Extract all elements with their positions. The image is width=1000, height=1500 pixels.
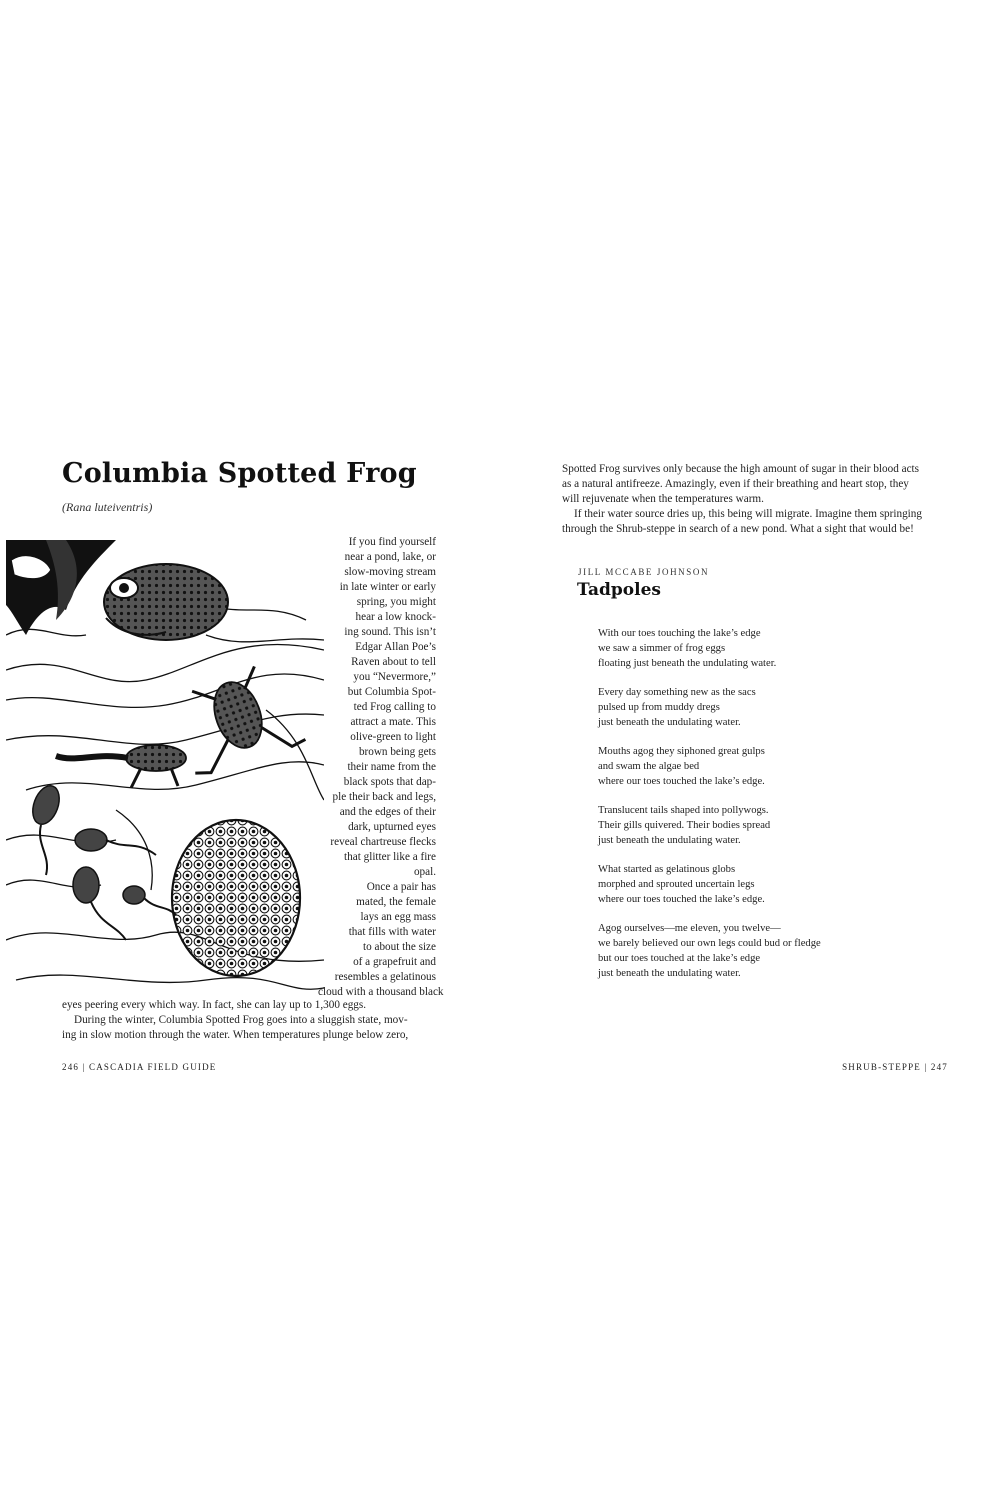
article-continued-text xyxy=(562,462,947,537)
text-line: in late winter or early xyxy=(339,581,436,593)
text-line: near a pond, lake, or xyxy=(344,551,436,563)
poem-body xyxy=(598,626,938,995)
text-line: ing in slow motion through the water. When temperatures plunge below zero, xyxy=(62,1029,409,1041)
text-line: mated, the female xyxy=(356,896,436,908)
text-line: Spotted Frog survives only because the high amount of sugar in their blood acts xyxy=(562,463,920,475)
poem-line: and swam the algae bed xyxy=(598,761,700,772)
frog-pond-illustration xyxy=(6,540,324,998)
text-line: hear a low knock- xyxy=(355,611,436,623)
poem-line: pulsed up from muddy dregs xyxy=(598,702,720,713)
poem-stanza xyxy=(598,803,938,848)
text-line: dark, upturned eyes xyxy=(348,821,436,833)
poem-line: What started as gelatinous globs xyxy=(598,864,736,875)
article-column-text xyxy=(318,535,444,1000)
text-line: their name from the xyxy=(347,761,436,773)
poem-author: JILL MCCABE JOHNSON xyxy=(578,567,710,577)
text-line: If their water source dries up, this being will migrate. Imagine them springing xyxy=(574,508,922,520)
page-title: Columbia Spotted Frog xyxy=(62,458,417,489)
poem-line: where our toes touched the lake’s edge. xyxy=(598,894,765,905)
text-line: ing sound. This isn’t xyxy=(344,626,436,638)
poem-line: morphed and sprouted uncertain legs xyxy=(598,879,755,890)
text-line: through the Shrub-steppe in search of a new pond. What a sight that would be! xyxy=(562,523,914,535)
left-folio: 246 | CASCADIA FIELD GUIDE xyxy=(62,1062,217,1072)
poem-title: Tadpoles xyxy=(577,580,661,600)
poem-line: Mouths agog they siphoned great gulps xyxy=(598,746,765,757)
text-line: will rejuvenate when the temperatures warm. xyxy=(562,493,764,505)
text-line: Raven about to tell xyxy=(351,656,436,668)
text-line: spring, you might xyxy=(356,596,436,608)
text-line: attract a mate. This xyxy=(350,716,436,728)
text-line: and the edges of their xyxy=(339,806,436,818)
text-line: If you find yourself xyxy=(348,536,436,548)
poem-line: Translucent tails shaped into pollywogs. xyxy=(598,805,769,816)
text-line: Edgar Allan Poe’s xyxy=(355,641,436,653)
text-line: ple their back and legs, xyxy=(332,791,436,803)
text-line: that glitter like a fire xyxy=(344,851,436,863)
text-line: eyes peering every which way. In fact, she can lay up to 1,300 eggs. xyxy=(62,999,367,1011)
text-line: During the winter, Columbia Spotted Frog goes into a sluggish state, mov- xyxy=(74,1014,408,1026)
text-line: lays an egg mass xyxy=(360,911,436,923)
text-line: brown being gets xyxy=(358,746,436,758)
poem-line: just beneath the undulating water. xyxy=(598,835,741,846)
text-line: slow-moving stream xyxy=(344,566,436,578)
text-line: reveal chartreuse flecks xyxy=(330,836,436,848)
poem-line: Their gills quivered. Their bodies spread xyxy=(598,820,771,831)
poem-stanza xyxy=(598,685,938,730)
poem-line: With our toes touching the lake’s edge xyxy=(598,628,761,639)
poem-stanza xyxy=(598,921,938,981)
poem-line: where our toes touched the lake’s edge. xyxy=(598,776,765,787)
poem-line: we barely believed our own legs could bud or fledge xyxy=(598,938,821,949)
poem-line: Every day something new as the sacs xyxy=(598,687,756,698)
poem-line: but our toes touched at the lake’s edge xyxy=(598,953,761,964)
poem-line: just beneath the undulating water. xyxy=(598,717,741,728)
latin-name: (Rana luteiventris) xyxy=(62,500,153,514)
text-line: black spots that dap- xyxy=(343,776,436,788)
poem-stanza xyxy=(598,744,938,789)
text-line: resembles a gelatinous xyxy=(334,971,436,983)
text-line: to about the size xyxy=(362,941,436,953)
poem-line: we saw a simmer of frog eggs xyxy=(598,643,726,654)
text-line: olive-green to light xyxy=(350,731,436,743)
text-line: ted Frog calling to xyxy=(353,701,436,713)
text-line: of a grapefruit and xyxy=(353,956,436,968)
poem-line: just beneath the undulating water. xyxy=(598,968,741,979)
poem-line: floating just beneath the undulating water. xyxy=(598,658,777,669)
text-line: you “Nevermore,” xyxy=(353,671,436,683)
text-line: but Columbia Spot- xyxy=(347,686,436,698)
text-line: as a natural antifreeze. Amazingly, even if their breathing and heart stop, they xyxy=(562,478,909,490)
text-line: cloud with a thousand black xyxy=(318,986,444,998)
text-line: Once a pair has xyxy=(366,881,436,893)
poem-stanza xyxy=(598,626,938,671)
poem-line: Agog ourselves—me eleven, you twelve— xyxy=(598,923,781,934)
article-bottom-text xyxy=(62,998,444,1043)
poem-stanza xyxy=(598,862,938,907)
text-line: opal. xyxy=(413,866,436,878)
text-line: that fills with water xyxy=(348,926,436,938)
right-folio: SHRUB-STEPPE | 247 xyxy=(842,1062,948,1072)
